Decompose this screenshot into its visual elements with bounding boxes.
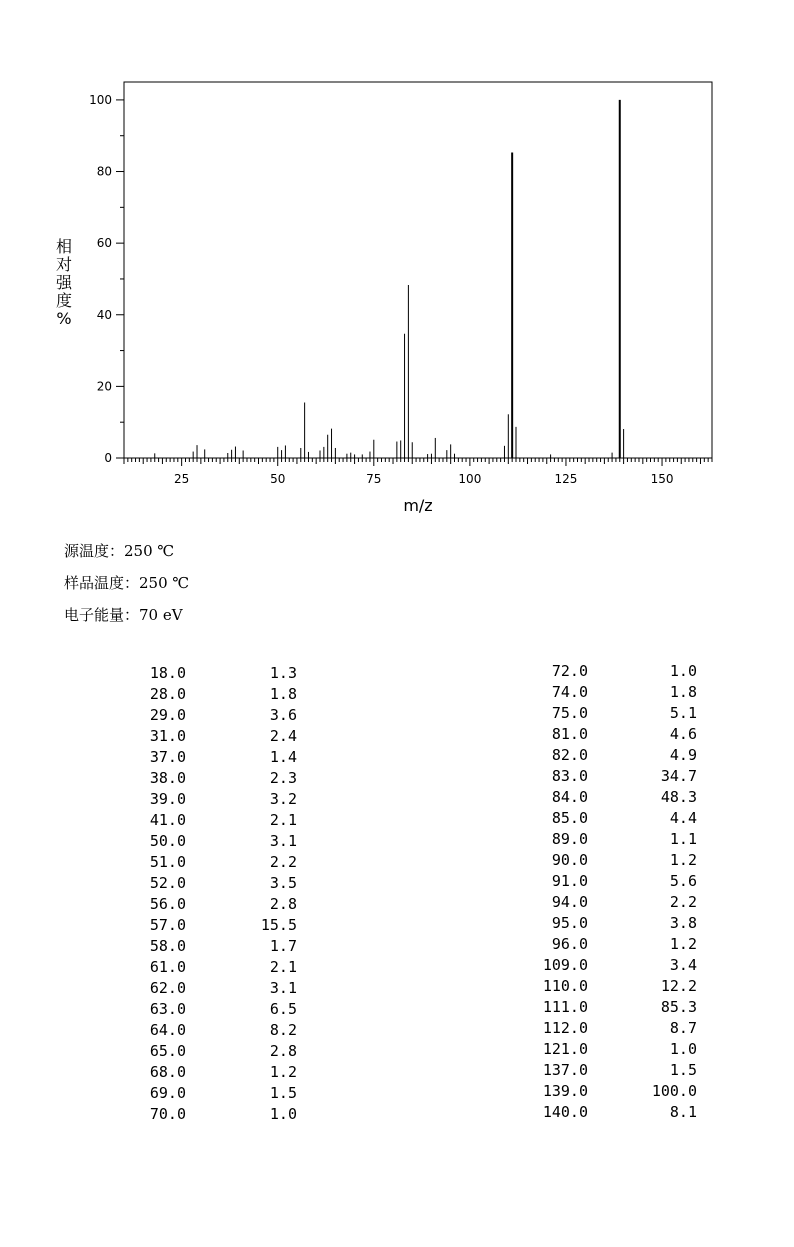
mz-value: 91.0 xyxy=(551,872,588,890)
mz-value: 94.0 xyxy=(551,893,588,911)
mz-value: 82.0 xyxy=(551,746,588,764)
table-row xyxy=(0,788,794,809)
mz-value: 57.0 xyxy=(149,916,186,934)
mz-value: 41.0 xyxy=(149,811,186,829)
mz-value: 121.0 xyxy=(542,1040,588,1058)
electron-energy: 电子能量：70 eV xyxy=(64,606,183,624)
peak-bars xyxy=(155,100,624,458)
mz-value: 75.0 xyxy=(551,704,588,722)
intensity-value: 3.5 xyxy=(269,874,297,892)
intensity-value: 1.2 xyxy=(669,851,697,869)
mz-value: 95.0 xyxy=(551,914,588,932)
intensity-value: 1.2 xyxy=(669,935,697,953)
intensity-value: 2.2 xyxy=(669,893,697,911)
mz-value: 85.0 xyxy=(551,809,588,827)
mz-value: 139.0 xyxy=(542,1082,588,1100)
mz-value: 70.0 xyxy=(149,1105,186,1123)
intensity-value: 2.2 xyxy=(269,853,297,871)
mz-value: 38.0 xyxy=(149,769,186,787)
mz-value: 61.0 xyxy=(149,958,186,976)
intensity-value: 3.6 xyxy=(269,706,297,724)
table-row xyxy=(0,914,794,935)
mz-value: 68.0 xyxy=(149,1063,186,1081)
intensity-value: 6.5 xyxy=(269,1000,297,1018)
x-axis xyxy=(124,458,712,486)
mz-value: 83.0 xyxy=(551,767,588,785)
intensity-value: 85.3 xyxy=(660,998,697,1016)
mz-value: 69.0 xyxy=(149,1084,186,1102)
mz-value: 51.0 xyxy=(149,853,186,871)
intensity-value: 34.7 xyxy=(660,767,697,785)
mz-value: 58.0 xyxy=(149,937,186,955)
table-row xyxy=(0,977,794,998)
peak-table-right xyxy=(0,662,794,1124)
table-row xyxy=(0,1082,794,1103)
y-axis-title-char: % xyxy=(56,309,72,328)
mz-value: 65.0 xyxy=(149,1042,186,1060)
intensity-value: 1.2 xyxy=(269,1063,297,1081)
y-tick-label: 60 xyxy=(96,236,112,251)
table-row xyxy=(0,935,794,956)
intensity-value: 8.1 xyxy=(669,1103,697,1121)
table-row xyxy=(0,809,794,830)
y-axis-title-char: 强 xyxy=(55,273,73,292)
table-row xyxy=(0,1061,794,1082)
mz-value: 56.0 xyxy=(149,895,186,913)
mz-value: 81.0 xyxy=(551,725,588,743)
x-tick-label: 125 xyxy=(554,472,578,486)
sample-temperature: 样品温度：250 ℃ xyxy=(64,574,190,592)
mz-value: 74.0 xyxy=(551,683,588,701)
intensity-value: 2.4 xyxy=(269,727,297,745)
plot-frame xyxy=(124,82,712,458)
table-row xyxy=(0,1019,794,1040)
mz-value: 140.0 xyxy=(542,1103,588,1121)
table-row xyxy=(0,746,794,767)
intensity-value: 100.0 xyxy=(651,1082,697,1100)
mz-value: 62.0 xyxy=(149,979,186,997)
mz-value: 96.0 xyxy=(551,935,588,953)
mz-value: 28.0 xyxy=(149,685,186,703)
intensity-value: 1.0 xyxy=(669,1040,697,1058)
table-row xyxy=(0,956,794,977)
mz-value: 72.0 xyxy=(551,662,588,680)
intensity-value: 1.3 xyxy=(269,664,297,682)
x-tick-label: 150 xyxy=(650,472,674,486)
y-axis xyxy=(89,93,124,465)
y-tick-label: 0 xyxy=(104,451,112,465)
mz-value: 50.0 xyxy=(149,832,186,850)
intensity-value: 1.5 xyxy=(669,1061,697,1079)
intensity-value: 3.8 xyxy=(669,914,697,932)
intensity-value: 1.5 xyxy=(269,1084,297,1102)
x-tick-label: 100 xyxy=(458,472,482,486)
intensity-value: 3.1 xyxy=(269,979,297,997)
intensity-value: 12.2 xyxy=(660,977,697,995)
y-tick-label: 40 xyxy=(96,307,112,322)
source-temperature: 源温度：250 ℃ xyxy=(64,542,175,560)
intensity-value: 4.6 xyxy=(669,725,697,743)
mz-value: 109.0 xyxy=(542,956,588,974)
table-row xyxy=(0,893,794,914)
x-axis-title: m/z xyxy=(403,496,433,515)
x-tick-label: 25 xyxy=(174,472,190,486)
intensity-value: 1.0 xyxy=(269,1105,297,1123)
mz-value: 110.0 xyxy=(542,977,588,995)
intensity-value: 8.2 xyxy=(269,1021,297,1039)
intensity-value: 3.1 xyxy=(269,832,297,850)
mz-value: 137.0 xyxy=(542,1061,588,1079)
intensity-value: 2.3 xyxy=(269,769,297,787)
intensity-value: 2.1 xyxy=(269,958,297,976)
mass-spectrum-chart xyxy=(0,0,794,530)
mz-value: 112.0 xyxy=(542,1019,588,1037)
mz-value: 52.0 xyxy=(149,874,186,892)
y-axis-title-char: 度 xyxy=(55,291,73,310)
mz-value: 63.0 xyxy=(149,1000,186,1018)
y-axis-title-char: 相 xyxy=(55,237,73,256)
mz-value: 29.0 xyxy=(149,706,186,724)
table-row xyxy=(0,1103,794,1124)
y-tick-label: 100 xyxy=(89,92,112,107)
intensity-value: 2.8 xyxy=(269,895,297,913)
mz-value: 84.0 xyxy=(551,788,588,806)
intensity-value: 3.2 xyxy=(269,790,297,808)
table-row xyxy=(0,725,794,746)
table-row xyxy=(0,1040,794,1061)
table-row xyxy=(0,683,794,704)
intensity-value: 8.7 xyxy=(669,1019,697,1037)
intensity-value: 3.4 xyxy=(669,956,697,974)
intensity-value: 1.7 xyxy=(269,937,297,955)
mz-value: 31.0 xyxy=(149,727,186,745)
intensity-value: 1.4 xyxy=(269,748,297,766)
x-tick-label: 50 xyxy=(270,472,286,486)
intensity-value: 5.1 xyxy=(669,704,697,722)
intensity-value: 2.8 xyxy=(269,1042,297,1060)
mz-value: 111.0 xyxy=(542,998,588,1016)
mz-value: 18.0 xyxy=(149,664,186,682)
mz-value: 90.0 xyxy=(551,851,588,869)
x-tick-label: 75 xyxy=(366,472,382,486)
y-tick-label: 20 xyxy=(96,379,112,394)
intensity-value: 1.0 xyxy=(669,662,697,680)
table-row xyxy=(0,872,794,893)
intensity-value: 1.8 xyxy=(669,683,697,701)
table-row xyxy=(0,662,794,683)
y-axis-title-char: 对 xyxy=(55,255,73,274)
mz-value: 64.0 xyxy=(149,1021,186,1039)
intensity-value: 1.8 xyxy=(269,685,297,703)
mz-value: 39.0 xyxy=(149,790,186,808)
y-tick-label: 80 xyxy=(96,164,112,179)
intensity-value: 4.4 xyxy=(669,809,697,827)
table-row xyxy=(0,998,794,1019)
intensity-value: 2.1 xyxy=(269,811,297,829)
mz-value: 89.0 xyxy=(551,830,588,848)
intensity-value: 48.3 xyxy=(660,788,697,806)
mz-value: 37.0 xyxy=(149,748,186,766)
table-row xyxy=(0,851,794,872)
intensity-value: 1.1 xyxy=(669,830,697,848)
intensity-value: 5.6 xyxy=(669,872,697,890)
table-row xyxy=(0,704,794,725)
intensity-value: 15.5 xyxy=(260,916,297,934)
table-row xyxy=(0,767,794,788)
table-row xyxy=(0,830,794,851)
intensity-value: 4.9 xyxy=(669,746,697,764)
y-axis-title xyxy=(56,237,73,328)
